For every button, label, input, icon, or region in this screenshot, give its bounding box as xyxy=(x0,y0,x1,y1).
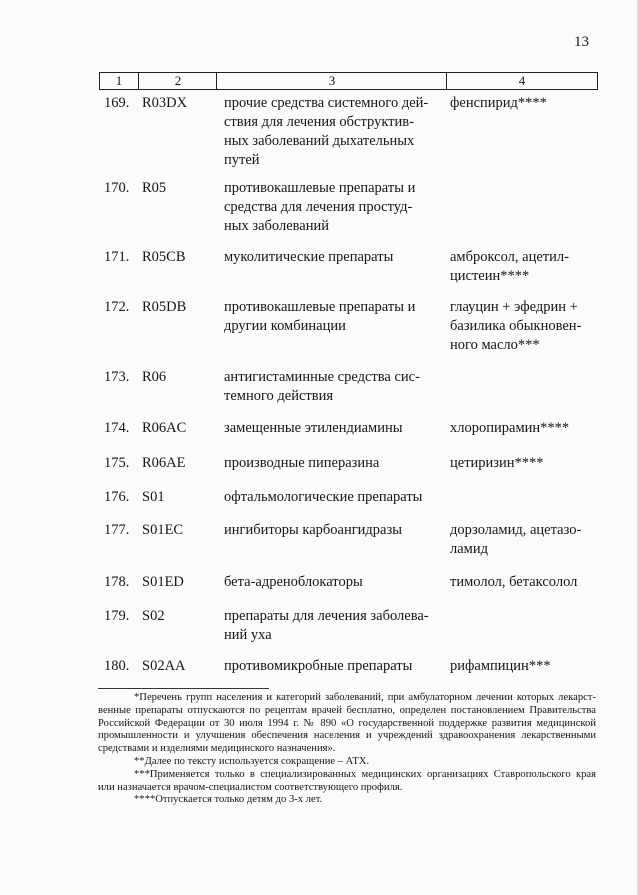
row-drug xyxy=(450,94,587,113)
table-header xyxy=(99,72,598,90)
row-drug xyxy=(450,521,587,559)
atc-code: S01 xyxy=(142,489,165,505)
description-line: офтальмологические препараты xyxy=(224,489,423,505)
header-col-2: 2 xyxy=(138,73,217,89)
row-drug xyxy=(450,657,587,676)
description-line: ных заболеваний дыхательных xyxy=(224,133,415,149)
description-line: бета-адреноблокаторы xyxy=(224,574,363,590)
row-number: 172. xyxy=(104,299,130,315)
row-number: 174. xyxy=(104,420,130,436)
row-number: 178. xyxy=(104,574,130,590)
row-drug xyxy=(450,454,587,473)
drug-line: ного масло*** xyxy=(450,337,540,353)
drug-line: фенспирид**** xyxy=(450,95,547,111)
row-number: 180. xyxy=(104,658,130,674)
description-line: противокашлевые препараты и xyxy=(224,299,416,315)
description-line: препараты для лечения заболева- xyxy=(224,608,429,624)
row-number: 176. xyxy=(104,489,130,505)
row-number: 173. xyxy=(104,369,130,385)
footnote-separator xyxy=(98,688,269,689)
row-drug xyxy=(450,419,587,438)
row-description xyxy=(224,179,439,236)
row-drug xyxy=(450,298,587,355)
description-line: замещенные этилендиамины xyxy=(224,420,403,436)
description-line: противокашлевые препараты и xyxy=(224,180,416,196)
row-description xyxy=(224,368,439,406)
description-line: ингибиторы карбоангидразы xyxy=(224,522,402,538)
row-description xyxy=(224,419,439,438)
atc-code: R05CB xyxy=(142,249,186,265)
atc-code: S02AA xyxy=(142,658,186,674)
row-description xyxy=(224,607,439,645)
atc-code: R06AE xyxy=(142,455,186,471)
atc-code: R06AC xyxy=(142,420,187,436)
header-col-3: 3 xyxy=(216,73,447,89)
page-number: 13 xyxy=(574,34,589,50)
description-line: ных заболеваний xyxy=(224,218,330,234)
footnote: **Далее по тексту используется сокращение – АТХ. xyxy=(134,755,370,767)
row-drug xyxy=(450,248,587,286)
description-line: антигистаминные средства сис- xyxy=(224,369,420,385)
description-line: муколитические препараты xyxy=(224,249,394,265)
row-description xyxy=(224,248,439,267)
drug-line: цистеин**** xyxy=(450,268,530,284)
drug-line: тимолол, бетаксолол xyxy=(450,574,578,590)
atc-code: R03DX xyxy=(142,95,188,111)
drug-line: ламид xyxy=(450,541,488,557)
description-line: путей xyxy=(224,152,260,168)
row-number: 171. xyxy=(104,249,130,265)
description-line: ний уха xyxy=(224,627,272,643)
row-drug xyxy=(450,573,587,592)
drug-line: амброксол, ацетил- xyxy=(450,249,569,265)
drug-line: базилика обыкновен- xyxy=(450,318,582,334)
row-number: 170. xyxy=(104,180,130,196)
description-line: противомикробные препараты xyxy=(224,658,413,674)
row-number: 177. xyxy=(104,522,130,538)
row-number: 175. xyxy=(104,455,130,471)
drug-line: хлоропирамин**** xyxy=(450,420,570,436)
description-line: производные пиперазина xyxy=(224,455,380,471)
atc-code: R05 xyxy=(142,180,167,196)
atc-code: R06 xyxy=(142,369,167,385)
row-number: 169. xyxy=(104,95,130,111)
drug-line: рифампицин*** xyxy=(450,658,551,674)
row-number: 179. xyxy=(104,608,130,624)
row-description xyxy=(224,657,439,676)
description-line: прочие средства системного дей- xyxy=(224,95,429,111)
atc-code: S02 xyxy=(142,608,165,624)
footnote: ****Отпускается только детям до 3-х лет. xyxy=(134,794,323,806)
footnotes xyxy=(98,692,596,807)
description-line: другии комбинации xyxy=(224,318,346,334)
row-description xyxy=(224,298,439,336)
description-line: темного действия xyxy=(224,388,334,404)
row-description xyxy=(224,488,439,507)
row-description xyxy=(224,454,439,473)
drug-line: глауцин + эфедрин + xyxy=(450,299,578,315)
description-line: средства для лечения простуд- xyxy=(224,199,413,215)
row-description xyxy=(224,94,439,170)
description-line: ствия для лечения обструктив- xyxy=(224,114,414,130)
footnote: ***Применяется только в специализированных медицинских организациях Ставропольского края или назначается врачом-специалистом соответствующего профиля. xyxy=(98,768,596,793)
header-col-4: 4 xyxy=(446,73,597,89)
header-col-1: 1 xyxy=(115,73,123,88)
atc-code: S01ED xyxy=(142,574,184,590)
drug-line: дорзоламид, ацетазо- xyxy=(450,522,582,538)
atc-code: R05DB xyxy=(142,299,187,315)
row-description xyxy=(224,573,439,592)
footnote: *Перечень групп населения и категорий заболеваний, при амбулаторном лечении которых лекарст-венные препараты отпускаются по рецептам врачей бесплатно, определен постановлением Правительства Российской Федерации от 30 июля 1994 г. № 890 «О государственной поддержке развития медицинской промышленности и улучшения обеспечения населения и учреждений здравоохранения лекарственными средствами и изделиями медицинского назначения». xyxy=(98,692,596,755)
row-description xyxy=(224,521,439,540)
drug-line: цетиризин**** xyxy=(450,455,544,471)
atc-code: S01EC xyxy=(142,522,184,538)
